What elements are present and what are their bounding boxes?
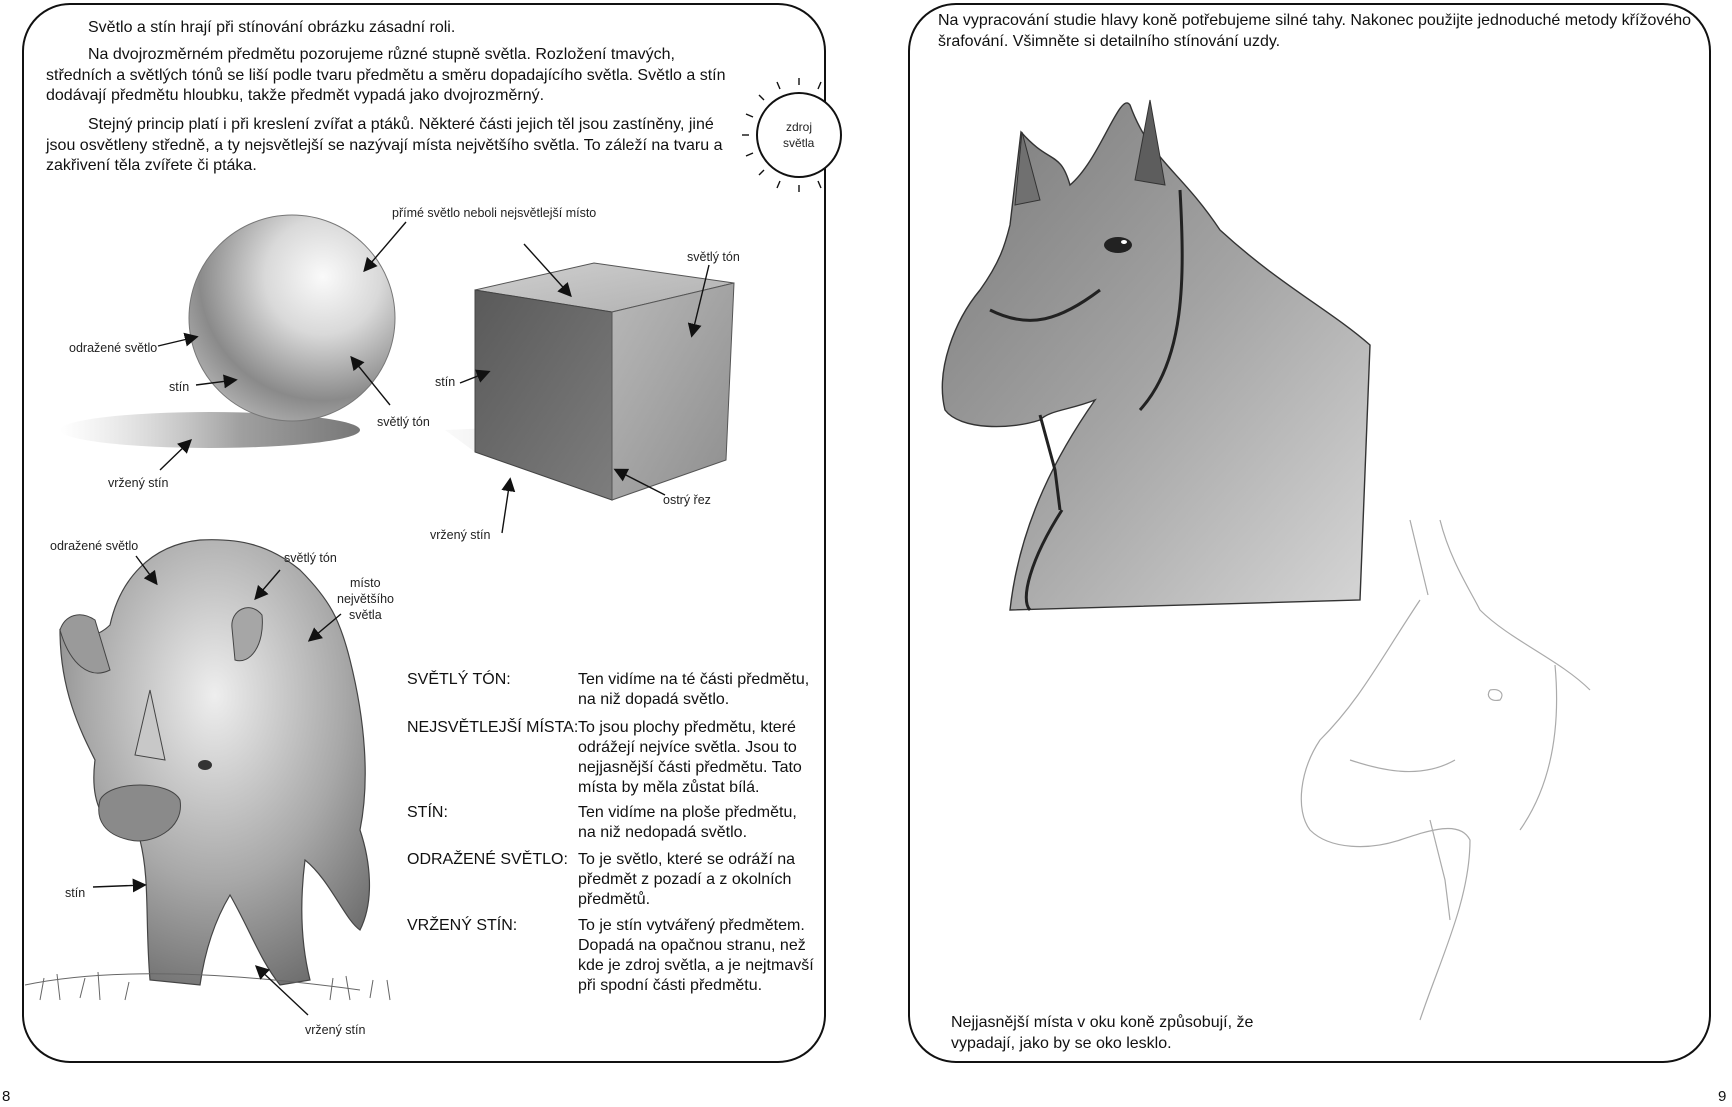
glossary-def-shadow: Ten vidíme na ploše předmětu, na niž nedopadá světlo. <box>578 804 797 841</box>
glossary-def-cast-shadow: To je stín vytvářený předmětem. Dopadá na opačnou stranu, než kde je zdroj světla, a je nejtmavší při spodní části předmětu. <box>578 917 814 994</box>
glossary-term-highlights: NEJSVĚTLEJŠÍ MÍSTA: <box>407 719 579 736</box>
sun-icon <box>742 78 841 192</box>
page-number-right: 9 <box>1718 1088 1727 1105</box>
glossary-def-light-tone: Ten vidíme na té části předmětu, na niž dopadá světlo. <box>578 671 810 708</box>
paragraph-2: Stejný princip platí i při kreslení zvířat a ptáků. Některé části jejich těl jsou zastíněny, jiné jsou osvětleny středně, a ty nejsvětlejší se nazývají místa největšího světla. To záleží na tvaru a zakřivení těla zvířete či ptáka. <box>46 116 723 174</box>
page-number-left: 8 <box>2 1088 11 1105</box>
cube-drawing <box>475 263 734 500</box>
label-cast-shadow-cube: vržený stín <box>430 528 491 542</box>
right-intro: Na vypracování studie hlavy koně potřebujeme silné tahy. Nakonec použijte jednoduché metody křížového šrafování. Všimněte si detailního stínování uzdy. <box>938 12 1692 50</box>
label-direct-light: přímé světlo neboli nejsvětlejší místo <box>392 206 597 220</box>
horse-head-shaded-drawing <box>942 100 1370 610</box>
label-shadow-cube: stín <box>435 375 456 389</box>
arrow-direct-light <box>365 222 406 270</box>
intro-title: Světlo a stín hrají při stínování obrázku zásadní roli. <box>88 19 456 36</box>
glossary-term-shadow: STÍN: <box>407 804 448 821</box>
label-light-tone-cube: světlý tón <box>687 250 740 264</box>
label-sharp-edge: ostrý řez <box>663 493 711 507</box>
label-highlight-rhino-3: světla <box>349 608 382 622</box>
glossary-term-reflected-light: ODRAŽENÉ SVĚTLO: <box>407 851 568 868</box>
label-highlight-rhino-1: místo <box>350 576 381 590</box>
label-highlight-rhino-2: největšího <box>337 592 394 606</box>
paragraph-1: Na dvojrozměrném předmětu pozorujeme různé stupně světla. Rozložení tmavých, středních a světlých tónů se liší podle tvaru předmětu a směru dopadajícího světla. Světlo a stín dodávají předmětu hloubku, takže předmět vypadá jako dvojrozměrný. <box>46 46 726 104</box>
label-light-tone-rhino: světlý tón <box>284 551 337 565</box>
right-caption: Nejjasnější místa v oku koně způsobují, že vypadají, jako by se oko lesklo. <box>951 1014 1254 1052</box>
label-light-tone-sphere: světlý tón <box>377 415 430 429</box>
label-reflected-light-rhino: odražené světlo <box>50 539 139 553</box>
label-reflected-light-sphere: odražené světlo <box>69 341 158 355</box>
glossary-def-highlights: To jsou plochy předmětu, které odrážejí nejvíce světla. Jsou to nejjasnější části předmětu. Tato místa by měla zůstat bílá. <box>578 719 802 796</box>
label-shadow-rhino: stín <box>65 886 86 900</box>
grass-drawing <box>25 972 390 1000</box>
label-cast-shadow-sphere: vržený stín <box>108 476 169 490</box>
rhino-drawing <box>60 540 369 985</box>
sun-label-2: světla <box>783 136 815 150</box>
label-cast-shadow-rhino: vržený stín <box>305 1023 366 1037</box>
label-shadow-sphere: stín <box>169 380 190 394</box>
sun-label-1: zdroj <box>786 120 813 134</box>
glossary-term-cast-shadow: VRŽENÝ STÍN: <box>407 917 518 934</box>
sphere-drawing <box>189 215 395 421</box>
arrow-cast-shadow-cube <box>502 480 510 533</box>
arrow-shadow-rhino <box>93 885 144 887</box>
arrow-reflected-light-sphere <box>158 337 196 346</box>
glossary-def-reflected-light: To je světlo, které se odráží na předmět z pozadí a z okolních předmětů. <box>578 851 795 908</box>
glossary-term-light-tone: SVĚTLÝ TÓN: <box>407 671 511 688</box>
